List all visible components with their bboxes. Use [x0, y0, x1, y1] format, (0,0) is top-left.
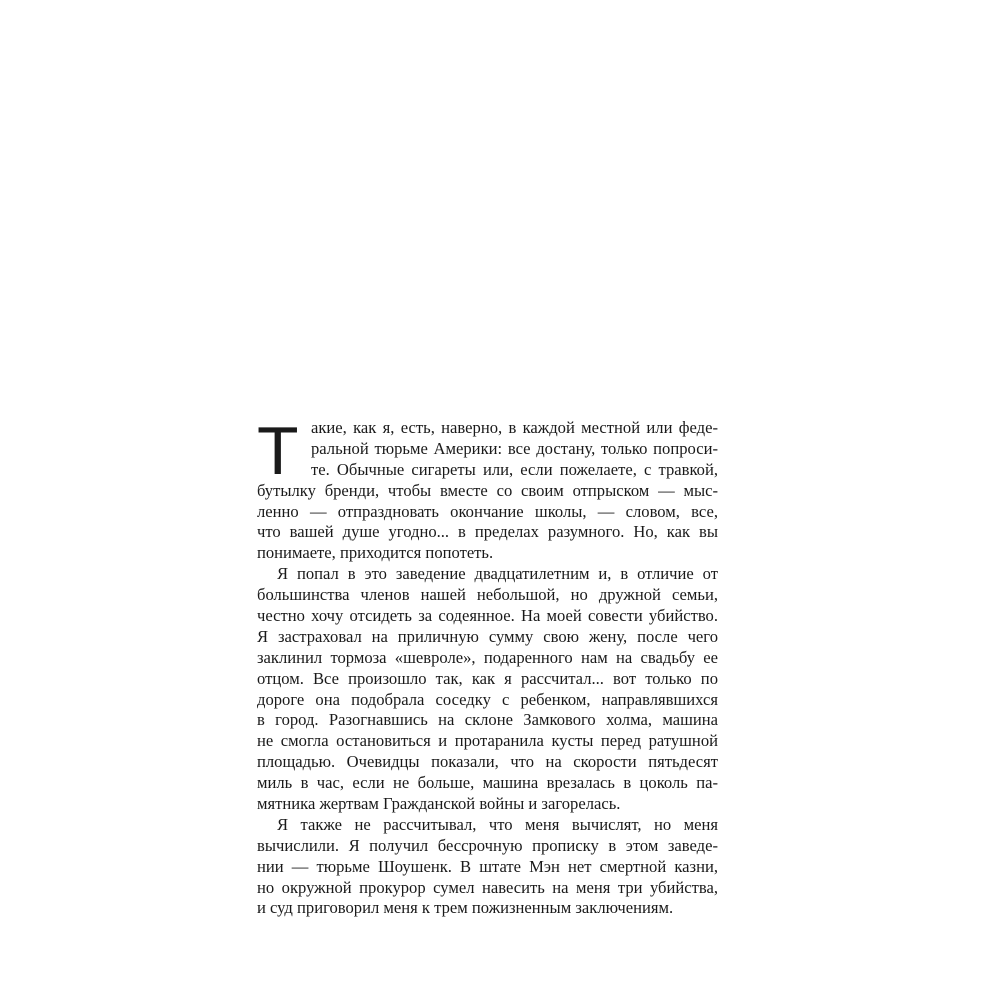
- text-line: Я попал в это заведение двадцатилетним и, в отличие от: [277, 564, 718, 584]
- text-line: миль в час, если не больше, машина врезалась в цоколь па-: [257, 773, 718, 793]
- body-text: [257, 413, 718, 919]
- text-line: ленно — отпраздновать окончание школы, — словом, все,: [257, 501, 718, 521]
- text-line: нии — тюрьме Шоушенк. В штате Мэн нет смертной казни,: [257, 856, 718, 876]
- text-line: но окружной прокурор сумел навесить на меня три убийства,: [257, 877, 718, 897]
- text-line: бутылку бренди, чтобы вместе со своим отпрыском — мыс-: [257, 480, 718, 500]
- paragraph-3: [257, 815, 718, 919]
- paragraph-1: [257, 413, 718, 564]
- text-line: понимаете, приходится попотеть.: [257, 543, 494, 563]
- text-line: отцом. Все произошло так, как я рассчитал... вот только по: [257, 668, 718, 688]
- paragraph-2: [257, 564, 718, 815]
- text-line: большинства членов нашей небольшой, но дружной семьи,: [257, 585, 718, 605]
- drop-cap: Т: [257, 413, 299, 489]
- text-line: и суд приговорил меня к трем пожизненным заключениям.: [257, 898, 674, 918]
- text-line: заклинил тормоза «шевроле», подаренного нам на свадьбу ее: [257, 647, 718, 667]
- text-line: Я также не рассчитывал, что меня вычислят, но меня: [277, 814, 718, 834]
- text-line: площадью. Очевидцы показали, что на скорости пятьдесят: [257, 752, 718, 772]
- text-line: в город. Разогнавшись на склоне Замкового холма, машина: [257, 710, 718, 730]
- text-line: акие, как я, есть, наверно, в каждой местной или феде-: [311, 418, 718, 437]
- text-line: те. Обычные сигареты или, если пожелаете, с травкой,: [311, 459, 718, 479]
- text-line: ральной тюрьме Америки: все достану, только попроси-: [311, 438, 718, 458]
- text-line: что вашей душе угодно... в пределах разумного. Но, как вы: [257, 522, 718, 542]
- text-line: честно хочу отсидеть за содеянное. На моей совести убийство.: [257, 606, 718, 626]
- text-line: не смогла остановиться и протаранила кусты перед ратушной: [257, 731, 718, 751]
- text-line: вычислили. Я получил бессрочную прописку в этом заведе-: [257, 835, 718, 855]
- text-line: дороге она подобрала соседку с ребенком, направлявшихся: [257, 689, 718, 709]
- text-line: мятника жертвам Гражданской войны и загорелась.: [257, 794, 621, 814]
- text-line: Я застраховал на приличную сумму свою жену, после чего: [257, 626, 718, 646]
